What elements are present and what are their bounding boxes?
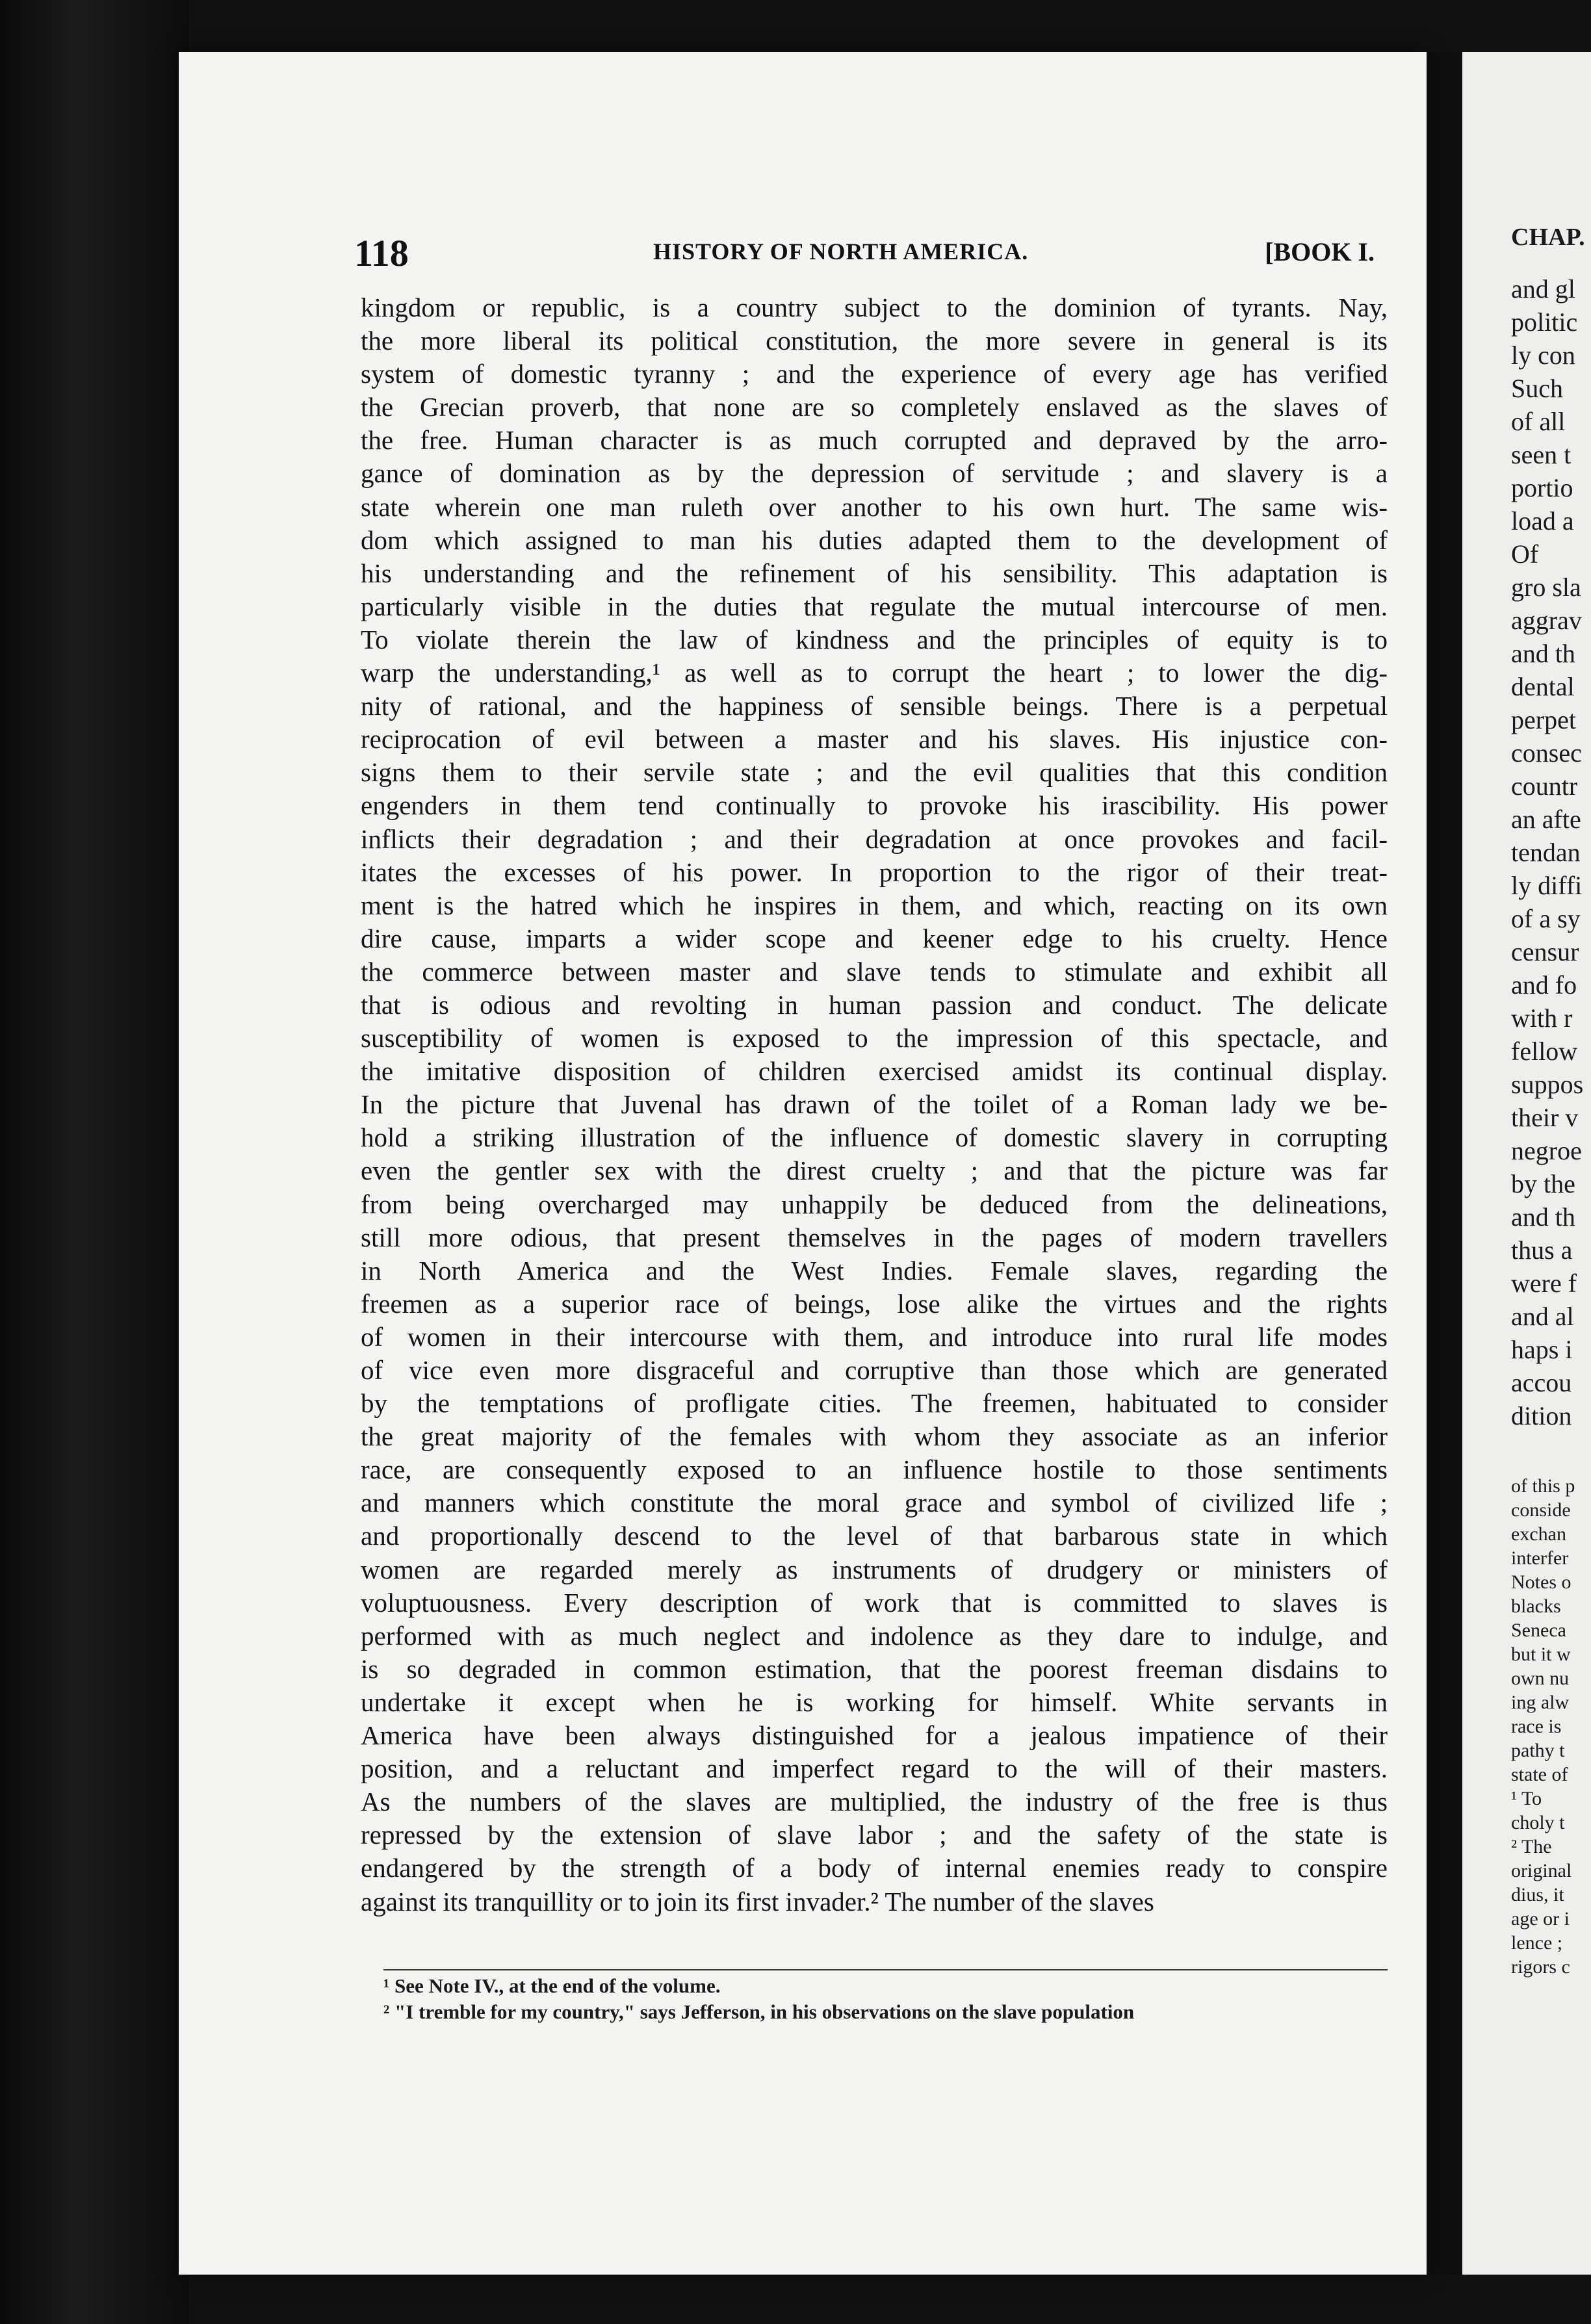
facing-text-line: accou: [1511, 1368, 1572, 1397]
text-line: gance of domination as by the depression of servitude ; and slavery is a: [361, 458, 1388, 489]
text-line: undertake it except when he is working for himself. White servants in: [361, 1686, 1388, 1717]
facing-text-line: by the: [1511, 1169, 1575, 1198]
page-header: [354, 231, 1375, 283]
text-line: from being overcharged may unhappily be deduced from the delineations,: [361, 1189, 1388, 1219]
facing-text-line: and gl: [1511, 274, 1575, 303]
facing-text-line: dental: [1511, 672, 1575, 701]
facing-text-line: consec: [1511, 738, 1582, 768]
facing-note-line: but it w: [1511, 1644, 1571, 1665]
facing-note-line: original: [1511, 1860, 1572, 1881]
text-line: and proportionally descend to the level of that barbarous state in which: [361, 1521, 1388, 1551]
facing-text-line: and th: [1511, 1202, 1575, 1232]
facing-page-header: CHAP.: [1511, 224, 1585, 251]
facing-text-line: perpet: [1511, 705, 1576, 734]
text-line: inflicts their degradation ; and their degradation at once provokes and facil-: [361, 823, 1388, 854]
text-line: the commerce between master and slave tends to stimulate and exhibit all: [361, 956, 1388, 987]
footnote-1: ¹ See Note IV., at the end of the volume.: [383, 1974, 721, 1997]
text-line: race, are consequently exposed to an influence hostile to those sentiments: [361, 1454, 1388, 1485]
text-line: that is odious and revolting in human passion and conduct. The delicate: [361, 989, 1388, 1020]
facing-note-line: interfer: [1511, 1547, 1569, 1569]
text-line: freemen as a superior race of beings, lose alike the virtues and the rights: [361, 1288, 1388, 1319]
facing-text-line: were f: [1511, 1269, 1577, 1298]
facing-text-line: and al: [1511, 1302, 1574, 1331]
text-line: America have been always distinguished for a jealous impatience of their: [361, 1720, 1388, 1751]
facing-text-line: fellow: [1511, 1037, 1578, 1066]
facing-note-line: dius, it: [1511, 1884, 1564, 1905]
facing-text-line: ly con: [1511, 341, 1575, 370]
text-line: dom which assigned to man his duties adapted them to the development of: [361, 524, 1388, 555]
facing-text-line: negroe: [1511, 1136, 1582, 1165]
text-line: itates the excesses of his power. In proportion to the rigor of their treat-: [361, 857, 1388, 887]
facing-text-line: tendan: [1511, 838, 1581, 867]
body-text: [361, 291, 1388, 1918]
text-line: In the picture that Juvenal has drawn of the toilet of a Roman lady we be-: [361, 1089, 1388, 1120]
facing-note-line: blacks: [1511, 1595, 1561, 1617]
facing-text-line: aggrav: [1511, 606, 1582, 635]
text-line: in North America and the West Indies. Female slaves, regarding the: [361, 1255, 1388, 1285]
facing-text-line: their v: [1511, 1103, 1579, 1132]
footnote-divider: [383, 1969, 1388, 1970]
text-line: the free. Human character is as much corrupted and depraved by the arro-: [361, 425, 1388, 456]
text-line: warp the understanding,¹ as well as to corrupt the heart ; to lower the dig-: [361, 658, 1388, 688]
running-title: HISTORY OF NORTH AMERICA.: [653, 239, 1029, 265]
facing-text-line: and fo: [1511, 970, 1577, 1000]
text-line: dire cause, imparts a wider scope and keener edge to his cruelty. Hence: [361, 923, 1388, 953]
text-line: system of domestic tyranny ; and the experience of every age has verified: [361, 359, 1388, 389]
facing-text-line: portio: [1511, 473, 1573, 502]
text-line: performed with as much neglect and indolence as they dare to indulge, and: [361, 1620, 1388, 1651]
text-line: the great majority of the females with whom they associate as an inferior: [361, 1421, 1388, 1452]
facing-text-line: load a: [1511, 506, 1574, 536]
facing-note-line: race is: [1511, 1716, 1562, 1737]
text-line: hold a striking illustration of the influence of domestic slavery in corrupting: [361, 1122, 1388, 1153]
binding-edge: [0, 0, 188, 2324]
facing-text-line: dition: [1511, 1401, 1572, 1430]
facing-note-line: ¹ To: [1511, 1788, 1542, 1809]
footnotes: [383, 1973, 1388, 2025]
text-line: of vice even more disgraceful and corruptive than those which are generated: [361, 1355, 1388, 1385]
facing-text-line: countr: [1511, 771, 1578, 801]
facing-note-line: lence ;: [1511, 1932, 1563, 1954]
text-line: his understanding and the refinement of his sensibility. This adaptation is: [361, 558, 1388, 588]
text-line: women are regarded merely as instruments of drudgery or ministers of: [361, 1554, 1388, 1584]
facing-text-line: censur: [1511, 937, 1579, 966]
text-line: the more liberal its political constitution, the more severe in general is its: [361, 326, 1388, 356]
text-line: still more odious, that present themselves in the pages of modern travellers: [361, 1222, 1388, 1252]
facing-note-line: conside: [1511, 1499, 1571, 1521]
text-line: the imitative disposition of children exercised amidst its continual display.: [361, 1056, 1388, 1087]
facing-note-line: Seneca: [1511, 1620, 1566, 1641]
facing-text-line: of all: [1511, 407, 1566, 436]
text-line: signs them to their servile state ; and the evil qualities that this condition: [361, 757, 1388, 788]
facing-note-line: state of: [1511, 1764, 1568, 1785]
facing-text-line: of a sy: [1511, 904, 1581, 933]
text-line: state wherein one man ruleth over another to his own hurt. The same wis-: [361, 491, 1388, 522]
text-line: voluptuousness. Every description of work that is committed to slaves is: [361, 1587, 1388, 1618]
text-line: nity of rational, and the happiness of sensible beings. There is a perpetual: [361, 691, 1388, 721]
facing-note-line: rigors c: [1511, 1956, 1570, 1978]
facing-note-line: ing alw: [1511, 1692, 1570, 1713]
text-line: of women in their intercourse with them, and introduce into rural life modes: [361, 1321, 1388, 1352]
facing-text-line: and th: [1511, 639, 1575, 668]
text-line: ment is the hatred which he inspires in them, and which, reacting on its own: [361, 890, 1388, 920]
footnote-2: ² "I tremble for my country," says Jefferson, in his observations on the slave population: [383, 2000, 1135, 2023]
text-line: susceptibility of women is exposed to the impression of this spectacle, and: [361, 1023, 1388, 1053]
text-line: the Grecian proverb, that none are so completely enslaved as the slaves of: [361, 392, 1388, 422]
page-number: 118: [354, 232, 409, 274]
facing-text-line: ly diffi: [1511, 871, 1583, 900]
facing-note-line: choly t: [1511, 1812, 1565, 1833]
facing-text-line: haps i: [1511, 1335, 1573, 1364]
facing-page-notes: [1511, 1474, 1591, 1979]
facing-text-line: thus a: [1511, 1235, 1573, 1265]
text-line: As the numbers of the slaves are multiplied, the industry of the free is thus: [361, 1787, 1388, 1817]
facing-text-line: gro sla: [1511, 573, 1581, 602]
facing-text-line: with r: [1511, 1003, 1573, 1033]
facing-note-line: Notes o: [1511, 1571, 1572, 1593]
text-line: particularly visible in the duties that regulate the mutual intercourse of men.: [361, 591, 1388, 621]
text-line: kingdom or republic, is a country subject to the dominion of tyrants. Nay,: [361, 292, 1388, 322]
text-line: position, and a reluctant and imperfect regard to the will of their masters.: [361, 1753, 1388, 1784]
text-line: reciprocation of evil between a master and his slaves. His injustice con-: [361, 724, 1388, 755]
book-label: [BOOK I.: [1265, 237, 1375, 266]
text-line: by the temptations of profligate cities. The freemen, habituated to consider: [361, 1388, 1388, 1419]
facing-note-line: ² The: [1511, 1836, 1552, 1857]
facing-page-text: [1511, 221, 1591, 1432]
text-line: against its tranquillity or to join its first invader.² The number of the slaves: [361, 1886, 1154, 1917]
text-line: To violate therein the law of kindness and the principles of equity is to: [361, 624, 1388, 654]
text-line: even the gentler sex with the direst cruelty ; and that the picture was far: [361, 1156, 1388, 1186]
text-line: is so degraded in common estimation, that the poorest freeman disdains to: [361, 1653, 1388, 1684]
facing-note-line: age or i: [1511, 1908, 1570, 1930]
text-line: engenders in them tend continually to provoke his irascibility. His power: [361, 790, 1388, 821]
facing-text-line: Such: [1511, 374, 1563, 403]
facing-note-line: own nu: [1511, 1668, 1570, 1689]
facing-text-line: politic: [1511, 307, 1578, 337]
facing-text-line: an afte: [1511, 805, 1581, 834]
text-line: repressed by the extension of slave labor ; and the safety of the state is: [361, 1820, 1388, 1850]
facing-note-line: of this p: [1511, 1475, 1575, 1497]
facing-text-line: suppos: [1511, 1070, 1584, 1099]
facing-note-line: exchan: [1511, 1523, 1566, 1545]
book-gutter: [1427, 52, 1462, 2275]
facing-note-line: pathy t: [1511, 1740, 1565, 1761]
facing-text-line: Of: [1511, 539, 1539, 569]
text-line: and manners which constitute the moral grace and symbol of civilized life ;: [361, 1488, 1388, 1518]
facing-text-line: seen t: [1511, 440, 1572, 469]
text-line: endangered by the strength of a body of internal enemies ready to conspire: [361, 1853, 1388, 1883]
